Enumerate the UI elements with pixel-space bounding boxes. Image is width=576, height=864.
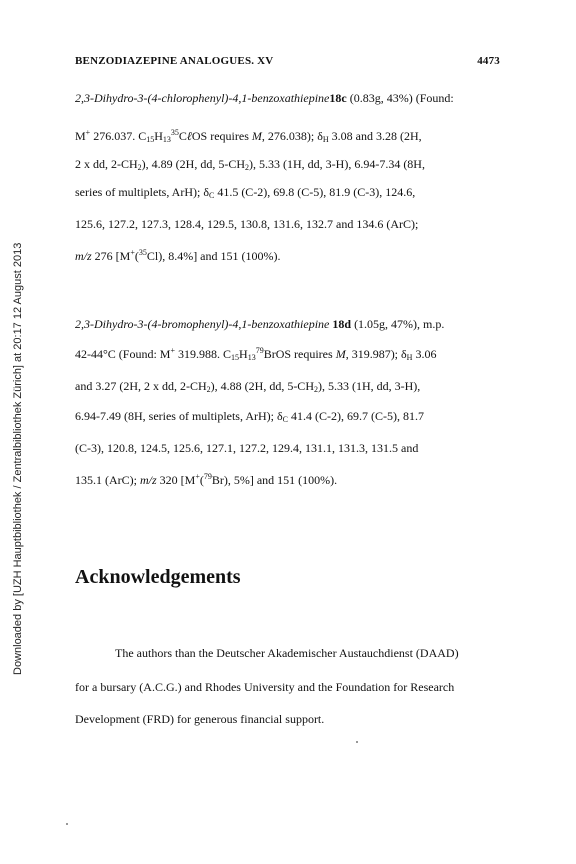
text: 41.4 (C-2), 69.7 (C-5), 81.7 [287, 409, 424, 423]
line [75, 90, 454, 106]
line [75, 128, 422, 144]
text: (1.05g, 47%), m.p. [351, 317, 445, 331]
text: , 276.038); δ [261, 129, 323, 143]
text: ), 5.33 (1H, dd, 3-H), 6.94-7.34 (8H, [249, 157, 425, 171]
text: H [239, 347, 248, 361]
text: M [75, 129, 86, 143]
text: BrOS requires [263, 347, 336, 361]
acknowledgements-heading: Acknowledgements [75, 566, 241, 588]
superscript: 79 [255, 346, 264, 355]
text: M [335, 347, 346, 361]
superscript: + [130, 248, 135, 257]
text: 3.06 [412, 347, 437, 361]
text: 276 [M [91, 249, 131, 263]
text: ℓ [186, 129, 192, 143]
text: OS requires [191, 129, 252, 143]
text: ( [134, 249, 139, 263]
text: 135.1 (ArC); [75, 473, 140, 487]
text: 3.08 and 3.28 (2H, [328, 129, 422, 143]
subscript: 13 [162, 135, 171, 144]
text: , 319.987); δ [345, 347, 407, 361]
subscript: 2 [313, 385, 318, 394]
superscript: + [85, 128, 91, 137]
subscript: 2 [206, 385, 211, 394]
subscript: C [282, 415, 288, 424]
text: H [154, 129, 163, 143]
text: series of multiplets, ArH); δ [75, 185, 209, 199]
text: 319.988. C [175, 347, 232, 361]
subscript: H [322, 135, 329, 144]
subscript: 2 [245, 163, 249, 172]
scan-speck [66, 823, 68, 825]
text: 125.6, 127.2, 127.3, 128.4, 129.5, 130.8, 131.6, 132.7 and 134.6 (ArC); [75, 217, 419, 231]
ack-line: Development (FRD) for generous financial support. [75, 712, 325, 726]
text: ), 4.88 (2H, dd, 5-CH [210, 379, 314, 393]
line [75, 248, 281, 264]
text: m/z [140, 473, 157, 487]
scan-speck [356, 741, 358, 743]
subscript: 2 [137, 163, 142, 172]
compound-label: 18d [332, 317, 352, 331]
line [75, 408, 424, 424]
line [75, 216, 418, 232]
page-number: 4473 [477, 55, 500, 67]
compound-name: 2,3-Dihydro-3-(4-bromophenyl)-4,1-benzoxathiepine [75, 317, 330, 331]
line [75, 184, 415, 200]
text: (C-3), 120.8, 124.5, 125.6, 127.1, 127.2, 129.4, 131.1, 131.3, 131.5 and [75, 441, 419, 455]
superscript: 35 [170, 128, 179, 137]
running-head [75, 55, 500, 71]
watermark-text: Downloaded by [UZH Hauptbibliothek / Zentralbibliothek Zürich] at 20:17 12 August 2013 [12, 242, 24, 675]
text: 42-44°C (Found: M [75, 347, 171, 361]
superscript: 35 [138, 248, 147, 257]
text: and 3.27 (2H, 2 x dd, 2-CH [75, 379, 207, 393]
text: C [178, 129, 187, 143]
text: ( [199, 473, 204, 487]
text: Br), 5%] and 151 (100%). [211, 473, 338, 487]
text: 276.037. C [90, 129, 147, 143]
text: 320 [M [156, 473, 196, 487]
compound-name: 2,3-Dihydro-3-(4-chlorophenyl)-4,1-benzoxathiepine [75, 91, 330, 105]
subscript: C [208, 191, 215, 200]
subscript: 13 [247, 353, 256, 362]
text: 2 x dd, 2-CH [75, 157, 138, 171]
subscript: 15 [146, 135, 155, 144]
text: M [251, 129, 262, 143]
line [75, 378, 420, 394]
text: Cl), 8.4%] and 151 (100%). [146, 249, 281, 263]
superscript: 79 [203, 472, 212, 481]
compound-label: 18c [329, 91, 347, 105]
text: (0.83g, 43%) (Found: [349, 91, 454, 105]
line [75, 156, 425, 172]
ack-line: for a bursary (A.C.G.) and Rhodes University and the Foundation for Research [75, 680, 455, 694]
subscript: H [406, 353, 413, 362]
ack-line: The authors than the Deutscher Akademischer Austauchdienst (DAAD) [115, 646, 459, 660]
line [75, 472, 337, 488]
text: 41.5 (C-2), 69.8 (C-5), 81.9 (C-3), 124.6, [214, 185, 416, 199]
superscript: + [195, 472, 200, 481]
subscript: 15 [231, 353, 240, 362]
line [75, 346, 436, 362]
text: ), 4.89 (2H, dd, 5-CH [141, 157, 245, 171]
line [75, 440, 418, 456]
text: 6.94-7.49 (8H, series of multiplets, ArH); δ [75, 409, 283, 423]
superscript: + [170, 346, 175, 355]
running-head-title: BENZODIAZEPINE ANALOGUES. XV [75, 55, 274, 67]
text: ), 5.33 (1H, dd, 3-H), [317, 379, 421, 393]
text: m/z [75, 249, 92, 263]
line [75, 316, 444, 332]
